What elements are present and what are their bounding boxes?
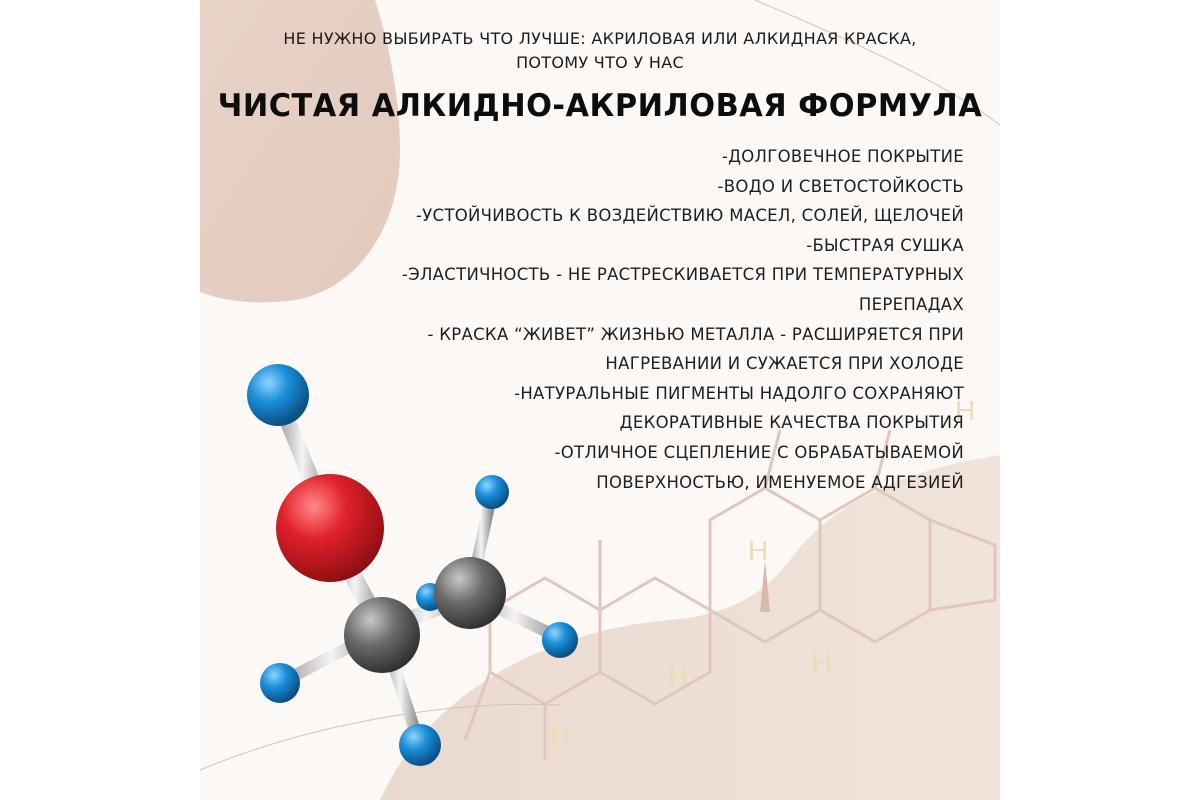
infographic-card [200, 0, 1000, 800]
feature-list [402, 142, 964, 497]
feature-line: -ОТЛИЧНОЕ СЦЕПЛЕНИЕ С ОБРАБАТЫВАЕМОЙ [554, 442, 964, 462]
feature-line: -ДОЛГОВЕЧНОЕ ПОКРЫТИЕ [721, 147, 964, 166]
intro-line-1: НЕ НУЖНО ВЫБИРАТЬ ЧТО ЛУЧШЕ: АКРИЛОВАЯ ИЛИ АЛКИДНАЯ КРАСКА, [283, 29, 917, 48]
feature-line: -НАТУРАЛЬНЫЕ ПИГМЕНТЫ НАДОЛГО СОХРАНЯЮТ [514, 383, 964, 403]
hydrogen-atom [260, 663, 300, 703]
feature-line: ДЕКОРАТИВНЫЕ КАЧЕСТВА ПОКРЫТИЯ [619, 413, 964, 433]
hydrogen-atom [399, 724, 441, 766]
hydrogen-atom [247, 364, 309, 426]
carbon-atom [344, 597, 420, 673]
feature-line: ПЕРЕПАДАХ [858, 294, 964, 314]
svg-text:H: H [550, 720, 571, 751]
feature-line: -БЫСТРАЯ СУШКА [806, 235, 964, 255]
feature-line: ПОВЕРХНОСТЬЮ, ИМЕНУЕМОЕ АДГЕЗИЕЙ [596, 472, 964, 492]
feature-line: НАГРЕВАНИИ И СУЖАЕТСЯ ПРИ ХОЛОДЕ [605, 354, 964, 374]
feature-line: -ВОДО И СВЕТОСТОЙКОСТЬ [717, 176, 964, 196]
svg-text:H: H [668, 660, 689, 691]
carbon-atom [434, 557, 506, 629]
feature-line: -ЭЛАСТИЧНОСТЬ - НЕ РАСТРЕСКИВАЕТСЯ ПРИ ТЕМПЕРАТУРНЫХ [401, 265, 964, 285]
svg-text:H: H [748, 535, 769, 566]
headline: ЧИСТАЯ АЛКИДНО-АКРИЛОВАЯ ФОРМУЛА [217, 88, 983, 124]
intro-line-2: ПОТОМУ ЧТО У НАС [516, 53, 684, 72]
oxygen-atom [276, 474, 384, 582]
hydrogen-atom [542, 622, 578, 658]
svg-text:H: H [812, 647, 833, 678]
svg-text:H: H [955, 395, 976, 426]
feature-line: - КРАСКА “ЖИВЕТ” ЖИЗНЬЮ МЕТАЛЛА - РАСШИРЯЕТСЯ ПРИ [427, 324, 964, 344]
feature-line: -УСТОЙЧИВОСТЬ К ВОЗДЕЙСТВИЮ МАСЕЛ, СОЛЕЙ, ЩЕЛОЧЕЙ [415, 206, 964, 226]
